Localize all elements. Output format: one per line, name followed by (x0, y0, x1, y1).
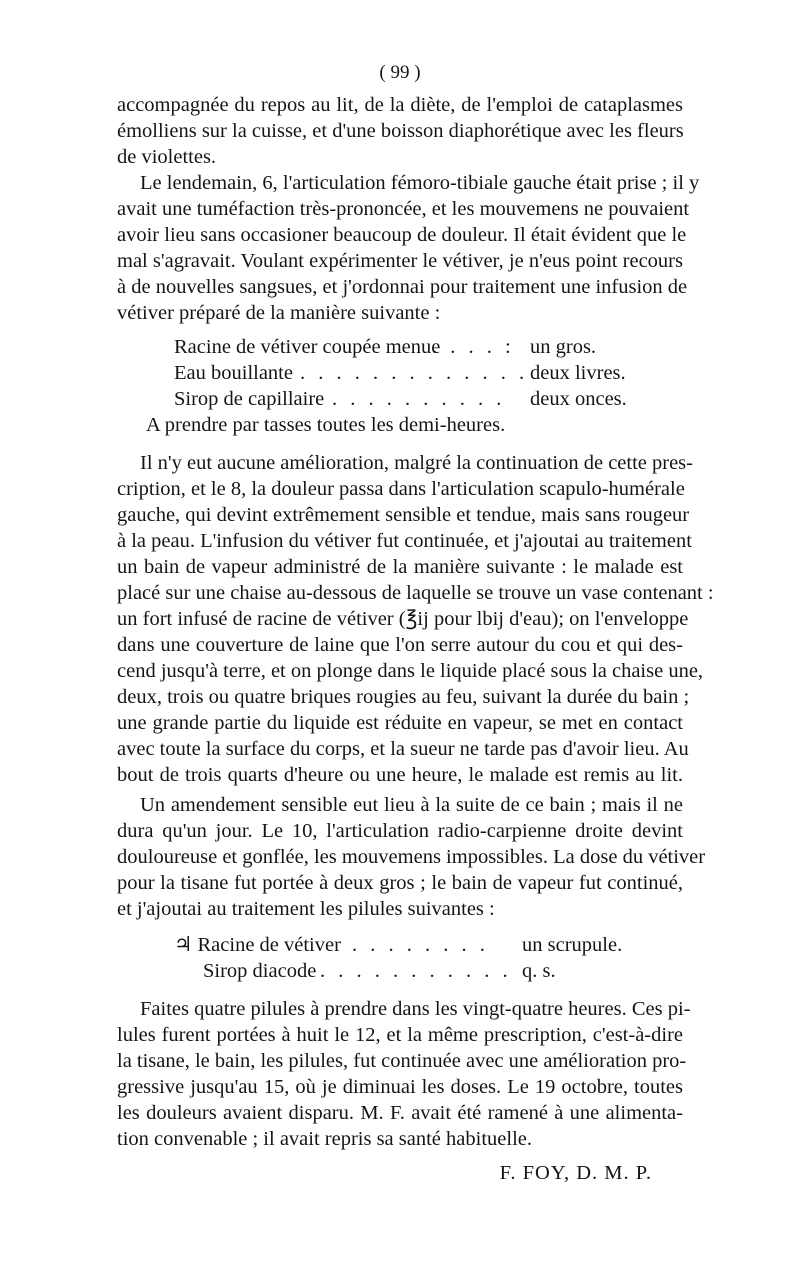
text-line: placé sur une chaise au-dessous de laquelle se trouve un vase contenant : (117, 582, 714, 604)
text-line: avec toute la surface du corps, et la sueur ne tarde pas d'avoir lieu. Au (117, 738, 689, 760)
page-number: ( 99 ) (379, 62, 421, 83)
recipe-ingredient: Racine de vétiver coupée menue (174, 336, 441, 358)
text-line: douloureuse et gonflée, les mouvemens impossibles. La dose du vétiver (117, 846, 706, 868)
text-line: à de nouvelles sangsues, et j'ordonnai pour traitement une infusion de (117, 276, 688, 298)
text-line: tion convenable ; il avait repris sa santé habituelle. (117, 1128, 532, 1150)
text-line: cend jusqu'à terre, et on plonge dans le liquide placé sous la chaise une, (117, 660, 704, 682)
text-line: Il n'y eut aucune amélioration, malgré la continuation de cette pres- (140, 452, 693, 474)
recipe-quantity: q. s. (522, 960, 556, 982)
recipe-ingredient: Eau bouillante (174, 362, 293, 384)
recipe-ingredient: Sirop de capillaire (174, 388, 325, 410)
text-line: de violettes. (117, 146, 217, 168)
recipe-dots: . . . . . . . . . . . . . (300, 362, 529, 384)
recipe-ingredient: Sirop diacode (203, 960, 317, 982)
text-line: pour la tisane fut portée à deux gros ; le bain de vapeur fut continué, (117, 872, 683, 894)
text-line: bout de trois quarts d'heure ou une heure, le malade est remis au lit. (117, 764, 683, 786)
text-line: la tisane, le bain, les pilules, fut continuée avec une amélioration pro- (117, 1050, 687, 1072)
text-line: gressive jusqu'au 15, où je diminuai les doses. Le 19 octobre, toutes (117, 1076, 683, 1098)
text-line: Un amendement sensible eut lieu à la suite de ce bain ; mais il ne (140, 794, 683, 816)
recipe-dots: . . . . . . . . . . . (320, 960, 512, 982)
text-line: Faites quatre pilules à prendre dans les vingt-quatre heures. Ces pi- (140, 998, 691, 1020)
recipe-quantity: un gros. (530, 336, 597, 358)
text-line: gauche, qui devint extrêmement sensible et tendue, mais sans rougeur (117, 504, 690, 526)
text-line: accompagnée du repos au lit, de la diète, de l'emploi de cataplasmes (117, 94, 683, 116)
text-line: dans une couverture de laine que l'on serre autour du cou et qui des- (117, 634, 683, 656)
text-line: un fort infusé de racine de vétiver (℥ij pour lbij d'eau); on l'enveloppe (117, 608, 689, 630)
recipe-dots: . . . . . . . . (352, 934, 489, 956)
text-line: lules furent portées à huit le 12, et la même prescription, c'est-à-dire (117, 1024, 683, 1046)
text-line: émolliens sur la cuisse, et d'une boisson diaphorétique avec les fleurs (117, 120, 684, 142)
text-line: un bain de vapeur administré de la manière suivante : le malade est (117, 556, 683, 578)
recipe-note: A prendre par tasses toutes les demi-heures. (146, 414, 506, 436)
text-line: à la peau. L'infusion du vétiver fut continuée, et j'ajoutai au traitement (117, 530, 692, 552)
text-line: avoir lieu sans occasioner beaucoup de douleur. Il était évident que le (117, 224, 687, 246)
recipe-quantity: deux onces. (530, 388, 627, 410)
text-line: avait une tuméfaction très-prononcée, et les mouvemens ne pouvaient (117, 198, 690, 220)
text-line: cription, et le 8, la douleur passa dans l'articulation scapulo-humérale (117, 478, 685, 500)
text-line: vétiver préparé de la manière suivante : (117, 302, 441, 324)
text-line: dura qu'un jour. Le 10, l'articulation radio-carpienne droite devint (117, 820, 683, 842)
recipe-quantity: un scrupule. (522, 934, 623, 956)
recipe-ingredient: ♃ Racine de vétiver (174, 934, 341, 956)
text-line: mal s'agravait. Voulant expérimenter le vétiver, je n'eus point recours (117, 250, 683, 272)
author-signature: F. FOY, D. M. P. (499, 1162, 652, 1184)
text-line: les douleurs avaient disparu. M. F. avait été ramené à une alimenta- (117, 1102, 683, 1124)
recipe-dots: . . . . . . . . . . (332, 388, 506, 410)
text-line: une grande partie du liquide est réduite en vapeur, se met en contact (117, 712, 683, 734)
text-line: deux, trois ou quatre briques rougies au feu, suivant la durée du bain ; (117, 686, 690, 708)
recipe-quantity: deux livres. (530, 362, 626, 384)
text-line: et j'ajoutai au traitement les pilules suivantes : (117, 898, 495, 920)
recipe-dots: . . . . : (432, 336, 515, 358)
text-line: Le lendemain, 6, l'articulation fémoro-tibiale gauche était prise ; il y (140, 172, 700, 194)
